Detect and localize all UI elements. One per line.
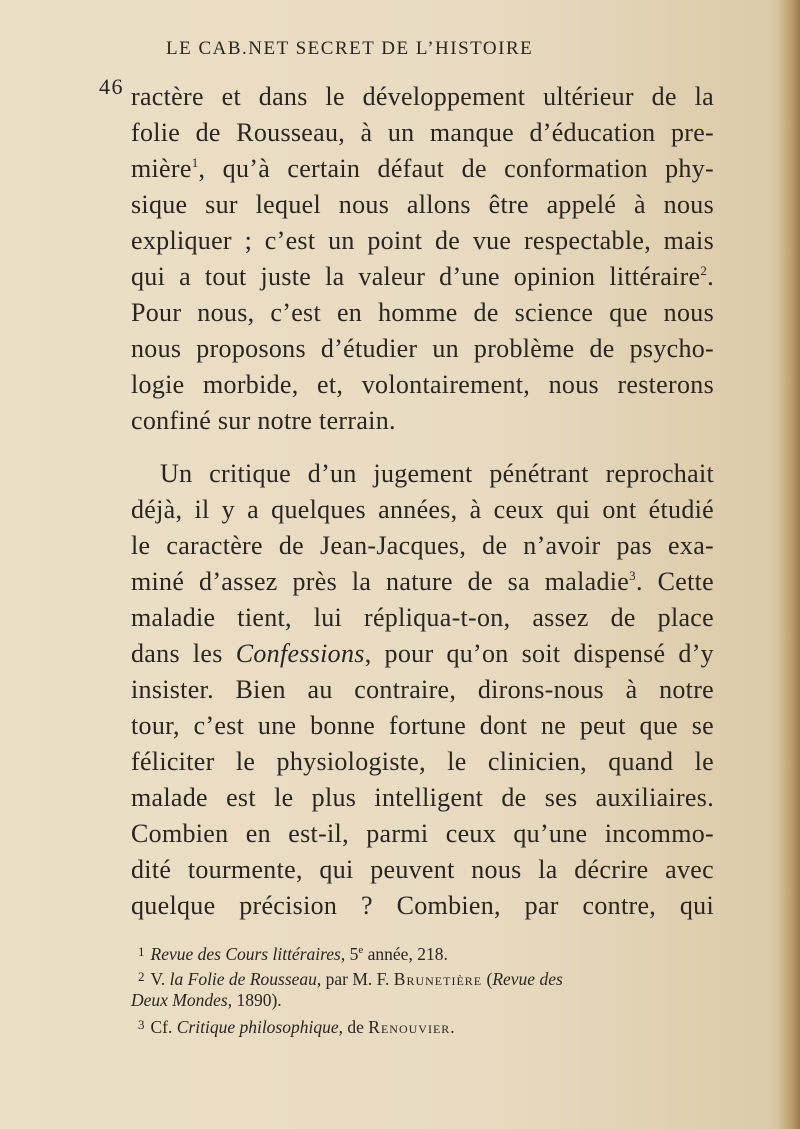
footnote-1 xyxy=(138,940,448,967)
text-span: miné d’assez près la nature de sa maladie xyxy=(131,567,630,596)
footnote-text: ( xyxy=(482,969,493,989)
footnote-author: Renouvier xyxy=(368,1017,451,1037)
text-line: tour, c’est une bonne fortune dont ne peut que se xyxy=(131,711,714,740)
text-span: qui a tout juste la valeur d’une opinion littéraire xyxy=(131,262,701,291)
text-line: ractère et dans le développement ultérieur de la xyxy=(131,82,714,111)
text-span: , qu’à certain défaut de conformation phy- xyxy=(198,154,714,183)
text-line xyxy=(131,563,714,601)
footnote-text: Cf. xyxy=(150,1017,177,1037)
text-line: folie de Rousseau, à un manque d’éducation pre- xyxy=(131,118,714,147)
footnote-number: 3 xyxy=(138,1017,145,1032)
footnote-title: la Folie de Rousseau xyxy=(169,969,317,989)
footnote-text: . xyxy=(450,1017,455,1037)
text-line: nous proposons d’étudier un problème de psycho- xyxy=(131,334,714,363)
page-number: 46 xyxy=(99,74,124,99)
text-line: Pour nous, c’est en homme de science que nous xyxy=(131,298,714,327)
text-line: Combien en est-il, parmi ceux qu’une incommo- xyxy=(131,819,714,848)
note-ref: 1 xyxy=(191,155,199,170)
footnote-number: 2 xyxy=(138,969,145,984)
text-span: . Cette xyxy=(635,567,714,596)
text-span: , pour qu’on soit dispensé d’y xyxy=(364,639,714,668)
note-ref: 2 xyxy=(700,263,708,278)
text-line xyxy=(131,635,714,673)
text-span: dans les xyxy=(131,639,236,668)
text-line xyxy=(131,150,714,188)
text-line: maladie tient, lui répliqua-t-on, assez de place xyxy=(131,603,714,632)
text-span: mière xyxy=(131,154,192,183)
text-span: . xyxy=(707,262,714,291)
footnote-title: Critique philosophique xyxy=(176,1017,339,1037)
text-line: dité tourmente, qui peuvent nous la décrire avec xyxy=(131,855,714,884)
text-line: expliquer ; c’est un point de vue respectable, mais xyxy=(131,226,714,255)
footnote-sup: e xyxy=(358,944,364,956)
footnote-2-cont xyxy=(131,989,282,1013)
running-title: LE CAB.NET SECRET DE L’HISTOIRE xyxy=(166,38,534,59)
text-line: quelque précision ? Combien, par contre, qui xyxy=(131,891,714,920)
text-line: Un critique d’un jugement pénétrant reprochait xyxy=(160,459,714,488)
footnote-text: année, 218. xyxy=(363,944,448,964)
text-line: malade est le plus intelligent de ses auxiliaires. xyxy=(131,783,714,812)
footnote-3 xyxy=(138,1013,455,1040)
footnote-title: Revue des Cours littéraires xyxy=(150,944,341,964)
text-line xyxy=(131,258,714,296)
text-line: sique sur lequel nous allons être appelé à nous xyxy=(131,190,714,219)
italic-title: Confessions xyxy=(235,639,365,668)
footnote-text: , 5 xyxy=(340,944,359,964)
footnote-number: 1 xyxy=(138,944,145,959)
footnote-journal: Deux Mondes xyxy=(131,990,228,1010)
footnote-text: , de xyxy=(338,1017,369,1037)
text-line: logie morbide, et, volontairement, nous resterons xyxy=(131,370,714,399)
text-line: insister. Bien au contraire, dirons-nous à notre xyxy=(131,675,714,704)
footnote-text: V. xyxy=(150,969,170,989)
footnote-author: Brunetière xyxy=(393,969,483,989)
text-line: confiné sur notre terrain. xyxy=(131,406,396,435)
note-ref: 3 xyxy=(629,568,636,583)
footnote-text: , 1890). xyxy=(227,990,282,1010)
text-line: déjà, il y a quelques années, à ceux qui ont étudié xyxy=(131,495,714,524)
page-edge-shadow xyxy=(778,0,800,1129)
footnote-text: , par M. F. xyxy=(316,969,394,989)
footnote-2 xyxy=(138,965,563,992)
text-line: le caractère de Jean-Jacques, de n’avoir pas exa- xyxy=(131,531,714,560)
footnote-journal: Revue des xyxy=(492,969,563,989)
text-line: féliciter le physiologiste, le clinicien, quand le xyxy=(131,747,714,776)
